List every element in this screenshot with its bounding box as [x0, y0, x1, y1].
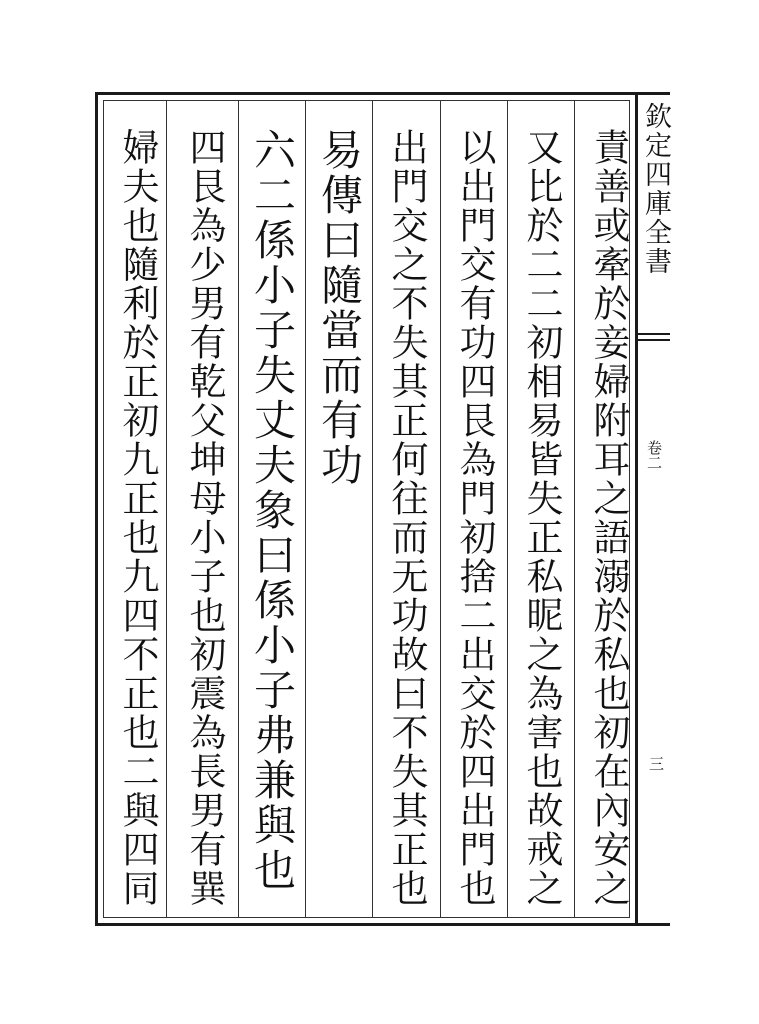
column-rule	[166, 100, 167, 918]
book-title: 欽定四庫全書	[640, 102, 671, 276]
text-column-1: 責善或牽於妾婦附耳之語溺於私也初在內安之	[587, 128, 630, 908]
text-column-6: 六二係小子失丈夫象曰係小子弗兼與也	[248, 128, 297, 893]
text-column-3: 以出門交有功四艮為門初捨二出交於四出門也	[453, 128, 496, 908]
column-rule	[574, 100, 575, 918]
column-rule	[440, 100, 441, 918]
text-column-8: 婦夫也隨利於正初九正也九四不正也二與四同	[116, 128, 159, 908]
text-column-5: 易傳曰隨當而有功	[315, 128, 364, 488]
column-rule	[238, 100, 239, 918]
text-column-4: 出門交之不失其正何往而无功故曰不失其正也	[385, 128, 428, 908]
column-rule	[305, 100, 306, 918]
text-column-7: 四艮為少男有乾父坤母小子也初震為長男有巽	[183, 128, 226, 908]
column-rule	[372, 100, 373, 918]
volume-label: 卷二	[645, 440, 663, 470]
text-column-2: 又比於二二初相易皆失正私昵之為害也故戒之	[520, 128, 563, 908]
margin-divider	[638, 333, 670, 341]
page-number: 三	[647, 756, 665, 771]
column-rule	[507, 100, 508, 918]
